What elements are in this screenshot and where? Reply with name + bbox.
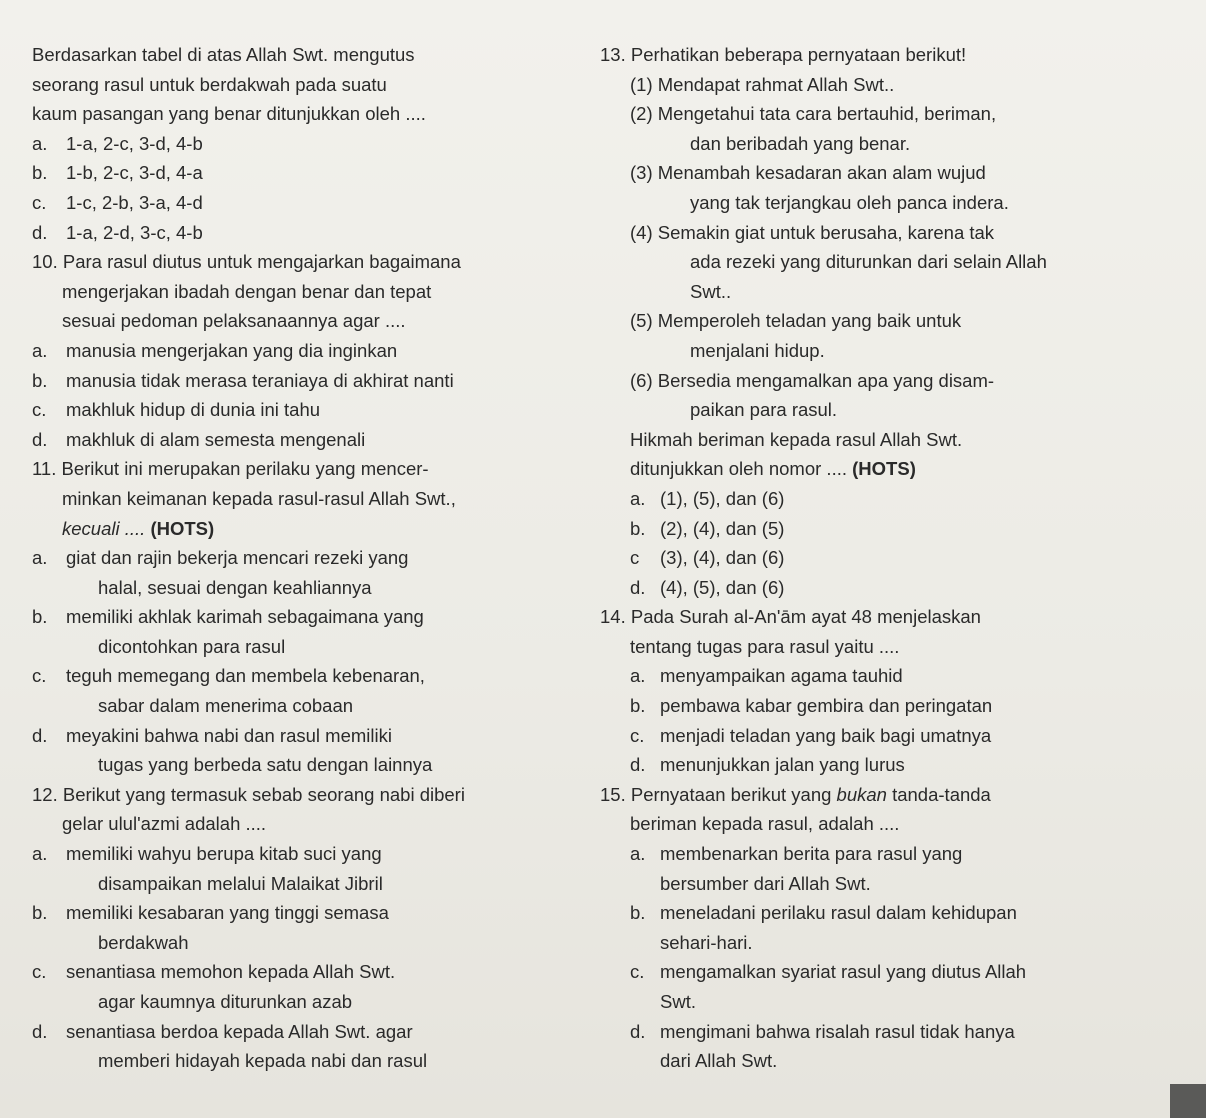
q13-option-a: a. (1), (5), dan (6): [630, 487, 785, 509]
q11-stem: minkan keimanan kepada rasul-rasul Allah Swt.,: [62, 487, 456, 509]
q13-statement-5: (5) Memperoleh teladan yang baik untuk: [630, 310, 962, 332]
q11-option-c-cont: sabar dalam menerima cobaan: [98, 695, 354, 717]
q12-option-b-cont: berdakwah: [98, 931, 189, 953]
q14-option-c: c. menjadi teladan yang baik bagi umatnya: [630, 724, 992, 746]
q13-statement-6-cont: paikan para rasul.: [690, 399, 838, 421]
q15-option-d-cont: dari Allah Swt.: [660, 1050, 778, 1072]
q15-option-d: d. mengimani bahwa risalah rasul tidak hanya: [630, 1020, 1015, 1042]
q15-option-c: c. mengamalkan syariat rasul yang diutus Allah: [630, 961, 1027, 983]
q11-option-a-cont: halal, sesuai dengan keahliannya: [98, 576, 372, 598]
q11-option-a: a. giat dan rajin bekerja mencari rezeki yang: [32, 547, 409, 569]
left-column: [32, 40, 592, 1076]
q13-statement-3: (3) Menambah kesadaran akan alam wujud: [630, 162, 986, 184]
q13-option-c: c (3), (4), dan (6): [630, 547, 785, 569]
q13-option-d: d. (4), (5), dan (6): [630, 576, 785, 598]
q13-statement-6: (6) Bersedia mengamalkan apa yang disam-: [630, 369, 995, 391]
q15-option-b: b. meneladani perilaku rasul dalam kehidupan: [630, 902, 1017, 924]
q11-option-d-cont: tugas yang berbeda satu dengan lainnya: [98, 754, 433, 776]
q12-stem: gelar ulul'azmi adalah ....: [62, 813, 267, 835]
q13-statement-3-cont: yang tak terjangkau oleh panca indera.: [690, 191, 1009, 213]
q14-stem: 14. Pada Surah al-An'ām ayat 48 menjelaskan: [600, 606, 981, 628]
q10-option-b: b. manusia tidak merasa teraniaya di akhirat nanti: [32, 369, 454, 391]
q13-question: Hikmah beriman kepada rasul Allah Swt.: [630, 428, 963, 450]
q11-option-d: d. meyakini bahwa nabi dan rasul memiliki: [32, 724, 392, 746]
q12-option-a-cont: disampaikan melalui Malaikat Jibril: [98, 872, 383, 894]
q11-stem-kecuali: kecuali .... (HOTS): [62, 517, 215, 539]
q14-option-b: b. pembawa kabar gembira dan peringatan: [630, 695, 993, 717]
intro-line: seorang rasul untuk berdakwah pada suatu: [32, 73, 387, 95]
q12-option-c: c. senantiasa memohon kepada Allah Swt.: [32, 961, 396, 983]
q10-stem: mengerjakan ibadah dengan benar dan tepat: [62, 280, 432, 302]
q15-option-c-cont: Swt.: [660, 991, 696, 1012]
q13-question: ditunjukkan oleh nomor .... (HOTS): [630, 458, 916, 480]
q10-stem: sesuai pedoman pelaksanaannya agar ....: [62, 310, 406, 332]
hots-badge: (HOTS): [150, 517, 215, 539]
q15-stem: beriman kepada rasul, adalah ....: [630, 813, 900, 835]
q11-stem: 11. Berikut ini merupakan perilaku yang mencer-: [32, 458, 429, 480]
q14-option-a: a. menyampaikan agama tauhid: [630, 665, 903, 687]
right-column: [600, 40, 1200, 1076]
q12-stem: 12. Berikut yang termasuk sebab seorang nabi diberi: [32, 783, 465, 805]
q11-option-b: b. memiliki akhlak karimah sebagaimana yang: [32, 606, 424, 628]
page-corner-shadow: [1170, 1084, 1206, 1118]
q9-option-b: b. 1-b, 2-c, 3-d, 4-a: [32, 162, 203, 184]
q10-option-a: a. manusia mengerjakan yang dia inginkan: [32, 339, 398, 361]
intro-line: Berdasarkan tabel di atas Allah Swt. mengutus: [32, 44, 415, 65]
q13-statement-2-cont: dan beribadah yang benar.: [690, 132, 911, 154]
q10-stem: 10. Para rasul diutus untuk mengajarkan bagaimana: [32, 251, 461, 273]
q12-option-a: a. memiliki wahyu berupa kitab suci yang: [32, 843, 382, 865]
q13-statement-4-cont: Swt..: [690, 280, 732, 302]
q9-option-a: a. 1-a, 2-c, 3-d, 4-b: [32, 132, 203, 154]
q14-stem: tentang tugas para rasul yaitu ....: [630, 635, 900, 657]
q13-statement-5-cont: menjalani hidup.: [690, 339, 825, 361]
q12-option-d-cont: memberi hidayah kepada nabi dan rasul: [98, 1050, 428, 1072]
intro-line: kaum pasangan yang benar ditunjukkan oleh ....: [32, 103, 426, 125]
q15-option-b-cont: sehari-hari.: [660, 931, 753, 953]
q13-statement-1: (1) Mendapat rahmat Allah Swt..: [630, 73, 895, 95]
q12-option-d: d. senantiasa berdoa kepada Allah Swt. agar: [32, 1020, 413, 1042]
q10-option-c: c. makhluk hidup di dunia ini tahu: [32, 399, 321, 421]
q12-option-c-cont: agar kaumnya diturunkan azab: [98, 991, 353, 1012]
q14-option-d: d. menunjukkan jalan yang lurus: [630, 754, 905, 776]
q11-option-b-cont: dicontohkan para rasul: [98, 635, 286, 657]
q13-statement-4: (4) Semakin giat untuk berusaha, karena tak: [630, 221, 995, 243]
hots-badge: (HOTS): [852, 458, 916, 480]
q10-option-d: d. makhluk di alam semesta mengenali: [32, 428, 366, 450]
q13-statement-4-cont: ada rezeki yang diturunkan dari selain Allah: [690, 251, 1047, 273]
q9-option-c: c. 1-c, 2-b, 3-a, 4-d: [32, 191, 203, 213]
q15-option-a-cont: bersumber dari Allah Swt.: [660, 872, 871, 894]
q15-option-a: a. membenarkan berita para rasul yang: [630, 843, 963, 865]
q13-statement-2: (2) Mengetahui tata cara bertauhid, beriman,: [630, 103, 997, 125]
q15-stem: 15. Pernyataan berikut yang bukan tanda-tanda: [600, 783, 991, 805]
q13-title: 13. Perhatikan beberapa pernyataan berikut!: [600, 44, 967, 65]
q12-option-b: b. memiliki kesabaran yang tinggi semasa: [32, 902, 389, 924]
q9-option-d: d. 1-a, 2-d, 3-c, 4-b: [32, 221, 203, 243]
q13-option-b: b. (2), (4), dan (5): [630, 517, 785, 539]
q11-option-c: c. teguh memegang dan membela kebenaran,: [32, 665, 425, 687]
